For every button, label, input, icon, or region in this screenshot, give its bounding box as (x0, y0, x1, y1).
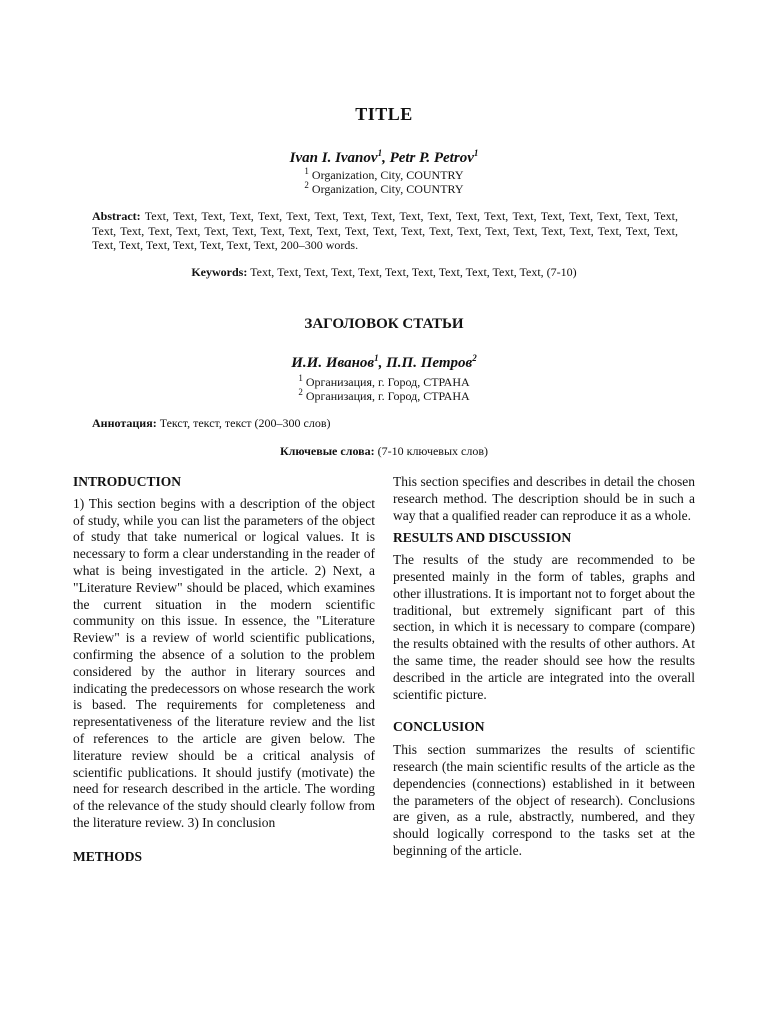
keywords-ru (0, 444, 768, 459)
annotation-label: Аннотация: (92, 416, 157, 430)
abstract (92, 209, 678, 253)
affil-sup: 1 (304, 166, 309, 176)
authors-ru (0, 355, 768, 372)
annotation-ru (92, 416, 678, 431)
author-sup: 1 (377, 148, 383, 158)
conclusion-heading: CONCLUSION (393, 719, 485, 735)
affiliation-en-1 (0, 168, 768, 182)
affil-text: Organization, City, COUNTRY (311, 182, 464, 196)
authors-en (0, 150, 768, 167)
author-name: И.И. Иванов (291, 355, 375, 371)
author-name: , П.П. Петров (378, 355, 473, 371)
affil-text: Организация, г. Город, СТРАНА (305, 375, 470, 389)
introduction-heading: INTRODUCTION (73, 474, 182, 489)
methods-heading: METHODS (73, 848, 143, 864)
page-title: TITLE (355, 104, 413, 124)
affil-sup: 2 (304, 180, 309, 190)
left-column (73, 474, 375, 866)
right-column (393, 474, 695, 860)
abstract-label: Abstract: (92, 209, 141, 223)
methods-paragraph: This section specifies and describes in detail the chosen research method. The description should be in such a way that a qualified reader can reproduce it as a whole. (393, 474, 695, 523)
annotation-text: Текст, текст, текст (200–300 слов) (159, 416, 331, 430)
results-paragraph: The results of the study are recommended to be presented mainly in the form of tables, graphs and other illustrations. It is important not to forget about the traditional, but extremely significant part of this section, in which it is necessary to compare (compare) the results obtained with the results of other authors. At the same time, the reader should see how the results described in the article are integrated into the overall scientific picture. (393, 552, 695, 702)
keywords-en (0, 265, 768, 280)
author-sup: 1 (374, 353, 379, 363)
author-name: , Petr P. Petrov (382, 150, 474, 166)
author-name: Ivan I. Ivanov (289, 150, 378, 166)
affiliation-en-2 (0, 182, 768, 196)
keywords-label: Keywords: (191, 265, 248, 279)
abstract-text: Text, Text, Text, Text, Text, Text, Text, Text, Text, Text, Text, Text, Text, Text, Text, Text, Text, Text, Text, Text, Text, Text, Text, Text, Text, Text, Text, Text, Text, Text, Text, Text, Text, Text, Text, Text, Text, Text, Text, Text, Text, Text, Text, Text, Text, Text, Text, 200–300 words. (92, 209, 678, 253)
author-sup: 2 (472, 353, 477, 363)
keywords-text: (7-10 ключевых слов) (377, 444, 489, 458)
keywords-label: Ключевые слова: (279, 444, 375, 458)
results-heading: RESULTS AND DISCUSSION (393, 530, 572, 546)
author-sup: 1 (473, 148, 479, 158)
conclusion-paragraph: This section summarizes the results of scientific research (the main scientific results of the article as the dependencies (connections) established in it between the parameters of the object of research). Conclusions are given, as a rule, abstractly, numbered, and they should logically correspond to the tasks set at the beginning of the article. (393, 742, 695, 858)
affil-text: Organization, City, COUNTRY (311, 168, 464, 182)
introduction-paragraph: 1) This section begins with a description of the object of study, while you can list the parameters of the object of study that take numerical or logical values. It is necessary to form a clear understanding in the reader of what is being investigated in the article. 2) Next, a "Literature Review" should be placed, which examines the current situation in the modern scientific community on this issue. In essence, the "Literature Review" is a review of world scientific publications, confirming the absence of a solution to the problem considered by the author in literary sources and indicating the predecessors on whose research the work is based. The requirements for completeness and representativeness of the literature review and the list of references to the article are given below. The literature review should be a critical analysis of scientific publications. It should justify (motivate) the need for research described in the article. The wording of the relevance of the study should clearly follow from the literature review. 3) In conclusion (73, 495, 375, 830)
russian-title: ЗАГОЛОВОК СТАТЬИ (304, 316, 464, 332)
affil-sup: 2 (298, 387, 303, 397)
affiliation-ru-1 (0, 375, 768, 389)
affil-text: Организация, г. Город, СТРАНА (305, 389, 470, 403)
keywords-text: Text, Text, Text, Text, Text, Text, Text, Text, Text, Text, Text, (7-10) (250, 265, 577, 279)
affiliation-ru-2 (0, 389, 768, 403)
affil-sup: 1 (298, 373, 303, 383)
